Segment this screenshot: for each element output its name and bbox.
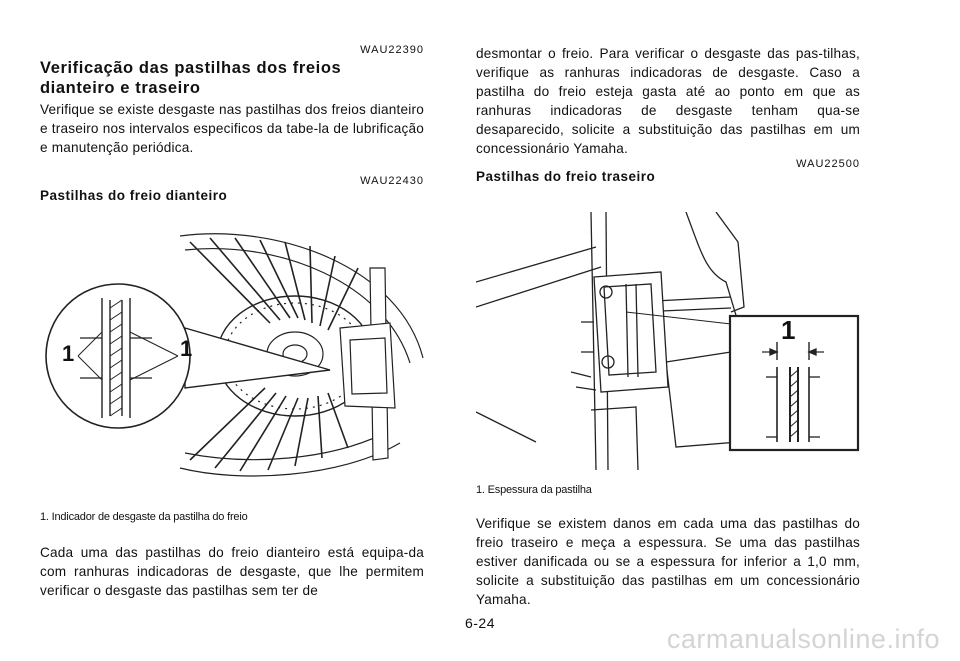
section-title-line1: Verificação das pastilhas dos freios: [40, 59, 342, 77]
front-pads-heading: Pastilhas do freio dianteiro: [40, 188, 228, 203]
continued-paragraph: desmontar o freio. Para verificar o desgaste das pas-tilhas, verifique as ranhuras indicadoras de desgaste. Caso a pastilha do freio esteja gasta até ao ponto em que as ranhuras indicadoras de desgaste tenham qua-se desaparecido, solicite a substituição das pastilhas em um concessionário Yamaha.: [476, 46, 860, 156]
front-brake-illustration: [40, 228, 425, 490]
front-figure-caption: 1. Indicador de desgaste da pastilha do freio: [40, 511, 248, 523]
rear-pads-heading: Pastilhas do freio traseiro: [476, 169, 656, 184]
section-code: WAU22500: [796, 158, 860, 170]
section-code: WAU22390: [360, 44, 424, 56]
rear-brake-illustration: [476, 212, 860, 474]
front-body-paragraph: Cada uma das pastilhas do freio dianteiro está equipa-da com ranhuras indicadoras de desgaste, que lhe permitem verificar o desgaste das pastilhas sem ter de: [40, 545, 424, 598]
page-number: 6-24: [464, 615, 496, 631]
figure-callout-1: 1: [781, 315, 796, 345]
figure-callout-1: 1: [62, 341, 75, 366]
figure-callout-1: 1: [180, 336, 193, 361]
section-code: WAU22430: [360, 175, 424, 187]
section-title-line2: dianteiro e traseiro: [40, 79, 201, 97]
intro-paragraph: Verifique se existe desgaste nas pastilhas dos freios dianteiro e traseiro nos intervalos especificos da tabe-la de lubrificação e manutenção periódica.: [40, 102, 424, 155]
rear-figure-caption: 1. Espessura da pastilha: [476, 484, 592, 496]
watermark-text: carmanualsonline.info: [666, 624, 940, 654]
rear-body-paragraph: Verifique se existem danos em cada uma das pastilhas do freio traseiro e meça a espessura. Se uma das pastilhas estiver danificada ou se a espessura for inferior a 1,0 mm, solicite a substituição das pastilhas em um concessionário Yamaha.: [476, 516, 860, 607]
